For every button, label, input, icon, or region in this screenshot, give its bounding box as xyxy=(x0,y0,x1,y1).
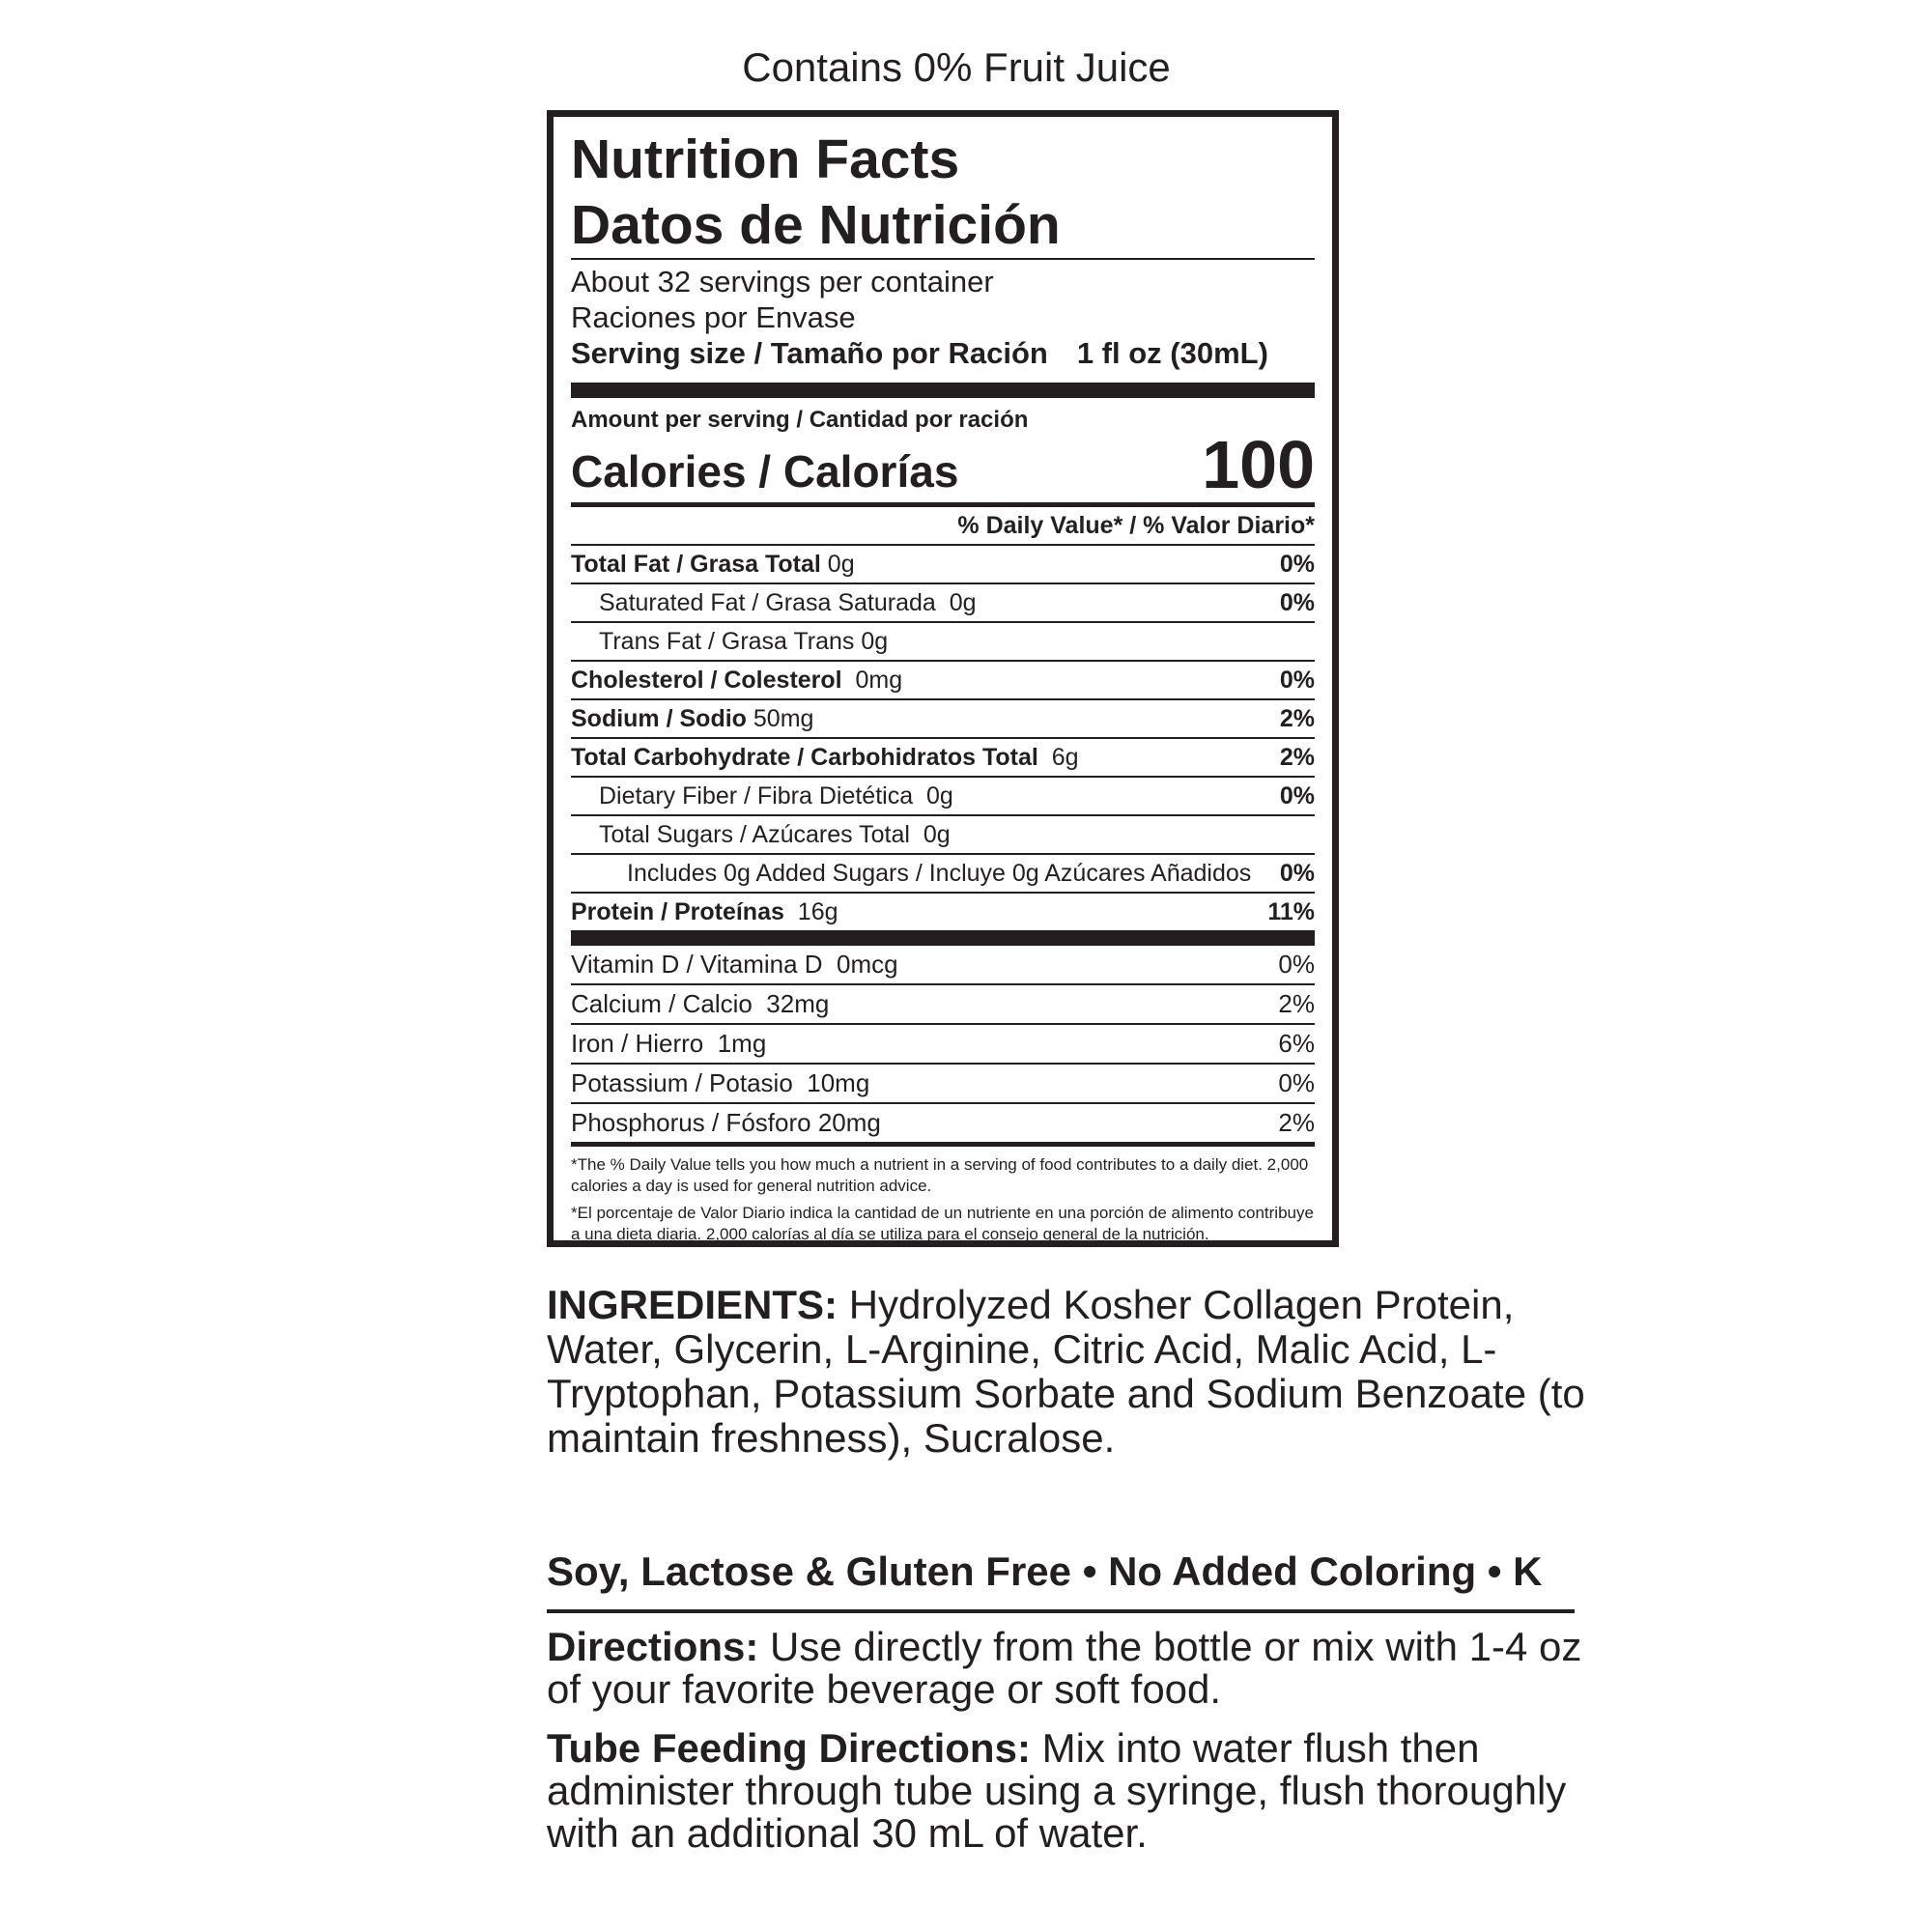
nutrient-dv: 11% xyxy=(1267,897,1315,925)
nutrient-row-dietary-fiber xyxy=(571,778,1315,816)
vitamin-row-phosphorus xyxy=(571,1104,1315,1142)
vitamin-row-vitamin-d xyxy=(571,946,1315,985)
nutrient-row-cholesterol xyxy=(571,662,1315,700)
nutrient-row-sodium xyxy=(571,700,1315,739)
tube-feeding-heading: Tube Feeding Directions: xyxy=(547,1725,1031,1771)
nutrient-amount: 0g xyxy=(949,588,977,616)
vitamin-row-iron xyxy=(571,1025,1315,1065)
title-en: Nutrition Facts xyxy=(571,128,960,190)
nutrient-amount: 16g xyxy=(797,897,838,925)
footnote-en: *The % Daily Value tells you how much a nutrient in a serving of food contributes to a daily diet. 2,000 calories a day is used for general nutrition advice. xyxy=(571,1155,1309,1195)
tube-feeding-text: Mix into water flush then administer through tube using a syringe, flush thoroughly with an additional 30 mL of water. xyxy=(547,1725,1567,1856)
vitamin-dv: 6% xyxy=(1278,1029,1315,1058)
calories-label: Calories / Calorías xyxy=(571,446,959,497)
serving-size-label: Serving size / Tamaño por Ración xyxy=(571,336,1048,370)
servings-es: Raciones por Envase xyxy=(571,300,856,334)
daily-value-header: % Daily Value* / % Valor Diario* xyxy=(571,507,1315,546)
vitamin-row-potassium xyxy=(571,1065,1315,1104)
nutrient-amount: 0g xyxy=(923,820,951,848)
vitamin-name: Iron / Hierro xyxy=(571,1029,704,1058)
nutrient-dv: 0% xyxy=(1279,550,1315,578)
nutrient-row-saturated-fat xyxy=(571,584,1315,623)
nutrition-facts-panel xyxy=(547,110,1339,1247)
servings-per-container: About 32 servings per container xyxy=(571,265,994,298)
calories-row xyxy=(571,427,1315,502)
nutrient-name: Total Carbohydrate / Carbohidratos Total xyxy=(571,743,1038,771)
ingredients-heading: INGREDIENTS: xyxy=(547,1282,838,1327)
nutrient-amount: 0mg xyxy=(855,666,903,694)
vitamin-name: Vitamin D / Vitamina D xyxy=(571,950,823,979)
title-es: Datos de Nutrición xyxy=(571,194,1061,256)
ingredients-text: Hydrolyzed Kosher Collagen Protein, Water, Glycerin, L-Arginine, Citric Acid, Malic Acid, L-Tryptophan, Potassium Sorbate and Sodium Benzoate (to maintain freshness), Sucralose. xyxy=(547,1282,1585,1461)
vitamin-dv: 2% xyxy=(1278,1108,1315,1137)
vitamin-amount: 10mg xyxy=(807,1068,870,1097)
nutrient-name: Cholesterol / Colesterol xyxy=(571,666,842,694)
tube-feeding-block xyxy=(547,1727,1590,1855)
footnotes xyxy=(571,1142,1315,1245)
vitamin-name: Calcium / Calcio xyxy=(571,989,753,1018)
nutrient-amount: 0g xyxy=(926,781,953,810)
vitamin-amount: 1mg xyxy=(717,1029,767,1058)
nutrient-dv: 2% xyxy=(1279,743,1315,771)
thick-divider xyxy=(571,930,1315,946)
vitamin-name: Phosphorus / Fósforo xyxy=(571,1108,811,1137)
vitamin-dv: 0% xyxy=(1278,1068,1315,1097)
nutrient-row-trans-fat xyxy=(571,623,1315,662)
ingredients-block xyxy=(547,1283,1590,1461)
directions-text: Use directly from the bottle or mix with 1-4 oz of your favorite beverage or soft food. xyxy=(547,1624,1582,1712)
nutrient-name: Trans Fat / Grasa Trans xyxy=(599,627,855,655)
calories-value: 100 xyxy=(1202,427,1315,502)
dietary-claims: Soy, Lactose & Gluten Free • No Added Coloring • K xyxy=(547,1548,1543,1594)
vitamin-amount: 0mcg xyxy=(837,950,898,979)
vitamin-row-calcium xyxy=(571,985,1315,1025)
divider xyxy=(571,258,1315,260)
amount-per-serving: Amount per serving / Cantidad por ración xyxy=(571,407,1029,433)
nutrient-name: Total Sugars / Azúcares Total xyxy=(599,820,910,848)
nutrient-row-total-sugars xyxy=(571,816,1315,855)
nutrient-name: Sodium / Sodio xyxy=(571,704,747,732)
nutrient-name: Includes 0g Added Sugars / Incluye 0g Azúcares Añadidos xyxy=(627,859,1252,887)
claims-divider xyxy=(547,1609,1575,1613)
directions-heading: Directions: xyxy=(547,1624,759,1669)
vitamin-amount: 32mg xyxy=(766,989,830,1018)
serving-size-value: 1 fl oz (30mL) xyxy=(1076,336,1268,370)
nutrient-dv: 0% xyxy=(1279,666,1315,694)
serving-size xyxy=(571,335,1315,371)
vitamin-dv: 0% xyxy=(1278,950,1315,979)
vitamin-amount: 20mg xyxy=(817,1108,881,1137)
nutrient-name: Dietary Fiber / Fibra Dietética xyxy=(599,781,914,810)
nutrient-amount: 50mg xyxy=(753,704,814,732)
vitamin-dv: 2% xyxy=(1278,989,1315,1018)
nutrient-dv: 0% xyxy=(1279,859,1315,887)
nutrient-amount: 0g xyxy=(827,550,855,578)
nutrient-name: Total Fat / Grasa Total xyxy=(571,550,821,578)
nutrient-row-added-sugars xyxy=(571,855,1315,894)
nutrient-row-total-fat xyxy=(571,546,1315,584)
nutrient-amount: 0g xyxy=(861,627,889,655)
nutrient-amount: 6g xyxy=(1051,743,1079,771)
fruit-juice-note: Contains 0% Fruit Juice xyxy=(742,44,1171,90)
nutrient-name: Saturated Fat / Grasa Saturada xyxy=(599,588,936,616)
nutrient-dv: 0% xyxy=(1279,781,1315,810)
footnote-es: *El porcentaje de Valor Diario indica la cantidad de un nutriente en una porción de alimento contribuye a una dieta diaria. 2,000 calorías al día se utiliza para el consejo general de la nutrición. xyxy=(571,1204,1314,1243)
nutrient-dv: 0% xyxy=(1279,588,1315,616)
nutrient-row-total-carbohydrate xyxy=(571,739,1315,778)
nutrient-dv: 2% xyxy=(1279,704,1315,732)
vitamin-name: Potassium / Potasio xyxy=(571,1068,793,1097)
nutrient-row-protein xyxy=(571,894,1315,930)
thick-divider xyxy=(571,383,1315,398)
directions-block xyxy=(547,1626,1590,1711)
nutrient-name: Protein / Proteínas xyxy=(571,897,784,925)
